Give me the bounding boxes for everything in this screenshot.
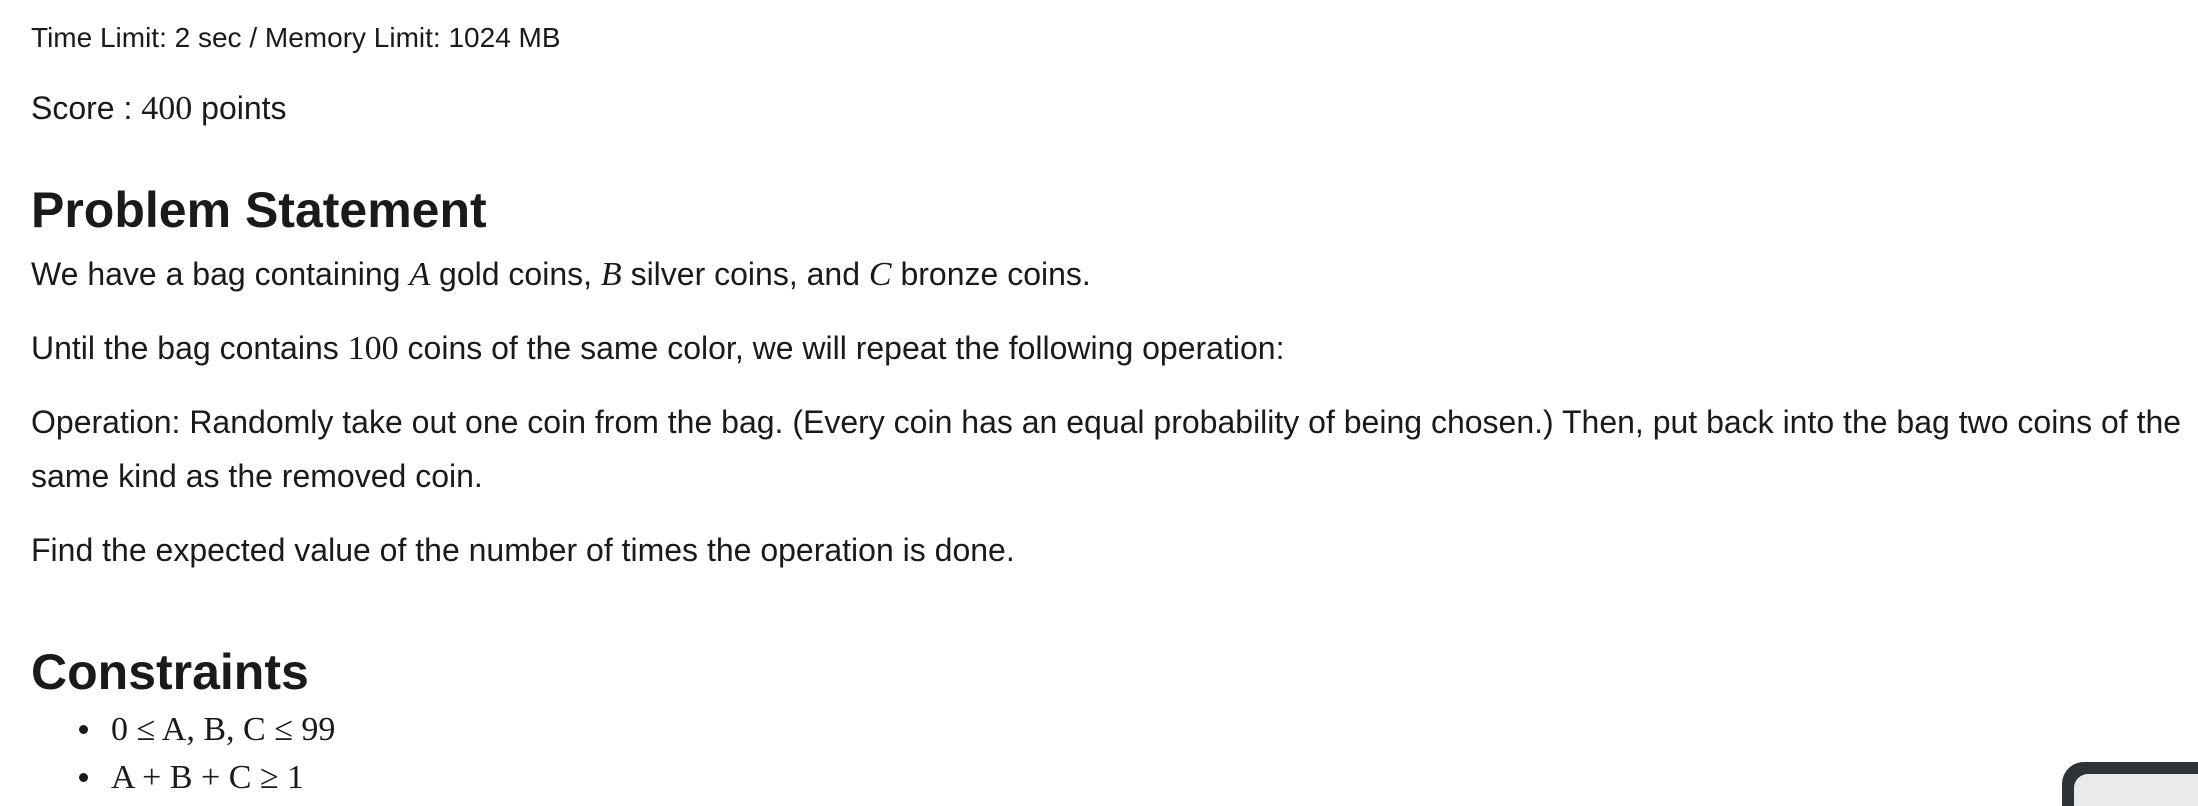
constraints-heading: Constraints bbox=[31, 644, 309, 700]
constraints-list bbox=[31, 706, 335, 802]
constraint-item bbox=[31, 706, 335, 754]
bullet-icon bbox=[79, 725, 88, 734]
statement-paragraph-bag bbox=[31, 247, 1091, 302]
var-b: B bbox=[600, 256, 622, 293]
statement-text: silver coins, and bbox=[621, 256, 869, 292]
corner-widget-panel bbox=[2074, 774, 2198, 806]
statement-text: We have a bag containing bbox=[31, 256, 410, 292]
score-unit: points bbox=[192, 90, 287, 126]
score-label: Score : bbox=[31, 90, 142, 126]
statement-paragraph-until bbox=[31, 321, 1284, 376]
statement-paragraph-expected: Find the expected value of the number of times the operation is done. bbox=[31, 532, 1015, 568]
score-line bbox=[31, 88, 287, 129]
time-memory-limit: Time Limit: 2 sec / Memory Limit: 1024 MB bbox=[31, 22, 561, 53]
statement-text: bronze coins. bbox=[891, 256, 1091, 292]
statement-text: gold coins, bbox=[430, 256, 601, 292]
statement-text: coins of the same color, we will repeat the following operation: bbox=[398, 330, 1285, 366]
problem-statement-heading: Problem Statement bbox=[31, 182, 487, 238]
score-value: 400 bbox=[141, 90, 193, 127]
statement-text: Until the bag contains bbox=[31, 330, 348, 366]
var-c: C bbox=[868, 256, 892, 293]
constraint-text: 0 ≤ A, B, C ≤ 99 bbox=[111, 711, 336, 748]
corner-widget[interactable] bbox=[2062, 762, 2198, 806]
var-a: A bbox=[409, 256, 431, 293]
constraint-item bbox=[31, 754, 335, 802]
constraint-text: A + B + C ≥ 1 bbox=[111, 759, 305, 796]
statement-paragraph-operation: Operation: Randomly take out one coin from the bag. (Every coin has an equal probability of being chosen.) Then, put back into the bag two coins of the same kind as the removed coin. bbox=[31, 404, 2182, 494]
bullet-icon bbox=[79, 773, 88, 782]
number-100: 100 bbox=[347, 330, 399, 367]
